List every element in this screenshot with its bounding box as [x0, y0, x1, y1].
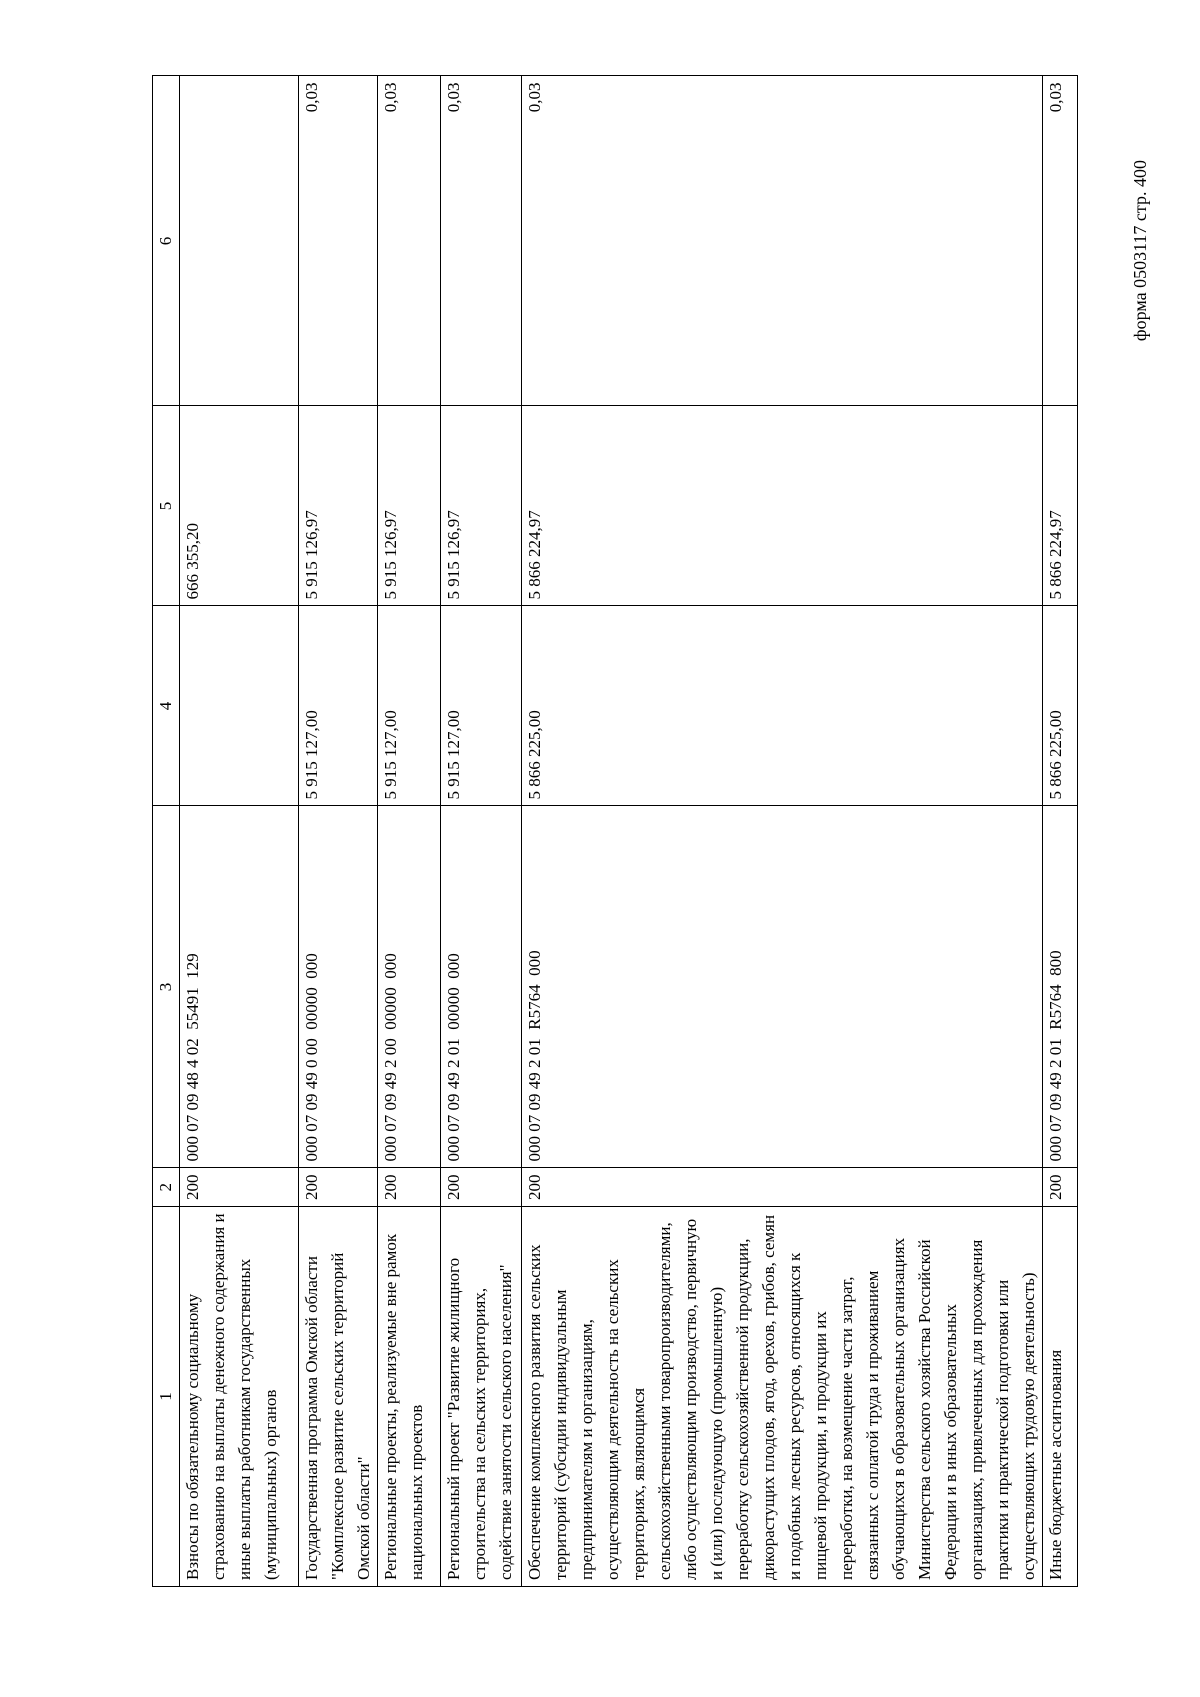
approved-amount: 5 915 127,00: [299, 606, 378, 806]
budget-code: 000 07 09 49 2 01 R5764 800: [1043, 806, 1078, 1168]
row-name: Государственная программа Омской области "Комплексное развитие сельских территорий Омской области": [299, 1207, 378, 1587]
executed-amount: 5 866 224,97: [1043, 406, 1078, 606]
approved-amount: 5 866 225,00: [522, 606, 1043, 806]
row-name: Взносы по обязательному социальному страхованию на выплаты денежного содержания и иные выплаты работникам государственных (муниципальных) органов: [180, 1207, 299, 1587]
column-header: 1: [153, 1207, 180, 1587]
unexecuted-amount: 0,03: [378, 76, 441, 406]
unexecuted-amount: [180, 76, 299, 406]
unexecuted-amount: 0,03: [522, 76, 1043, 406]
executed-amount: 666 355,20: [180, 406, 299, 606]
column-number-row: [153, 76, 180, 1587]
column-header: 6: [153, 76, 180, 406]
table-row: [441, 76, 522, 1587]
budget-code: 000 07 09 49 0 00 00000 000: [299, 806, 378, 1168]
column-header: 5: [153, 406, 180, 606]
row-name: Региональные проекты, реализуемые вне рамок национальных проектов: [378, 1207, 441, 1587]
budget-code: 000 07 09 49 2 01 R5764 000: [522, 806, 1043, 1168]
approved-amount: 5 866 225,00: [1043, 606, 1078, 806]
budget-execution-table: [152, 76, 1078, 1588]
budget-code: 000 07 09 49 2 01 00000 000: [441, 806, 522, 1168]
column-header: 2: [153, 1168, 180, 1207]
unexecuted-amount: 0,03: [441, 76, 522, 406]
executed-amount: 5 915 126,97: [441, 406, 522, 606]
approved-amount: [180, 606, 299, 806]
table-row: [522, 76, 1043, 1587]
line-code: 200: [180, 1168, 299, 1207]
table-row: [180, 76, 299, 1587]
row-name: Обеспечение комплексного развития сельских территорий (субсидии индивидуальным предпринимателям и организациям, осуществляющим деятельность на сельских территориях, являющимся сельскохозяйственными товаропроизводителями, либо осуществляющим производство, первичную и (или) последующую (промышленную) переработку сельскохозяйственной продукции, дикорастущих плодов, ягод, орехов, грибов, семян и подобных лесных ресурсов, относящихся к пищевой продукции, и продукции их переработки, на возмещение части затрат, связанных с оплатой труда и проживанием обучающихся в образовательных организациях Министерства сельского хозяйства Российской Федерации и в иных образовательных организациях, привлеченных для прохождения практики и практической подготовки или осуществляющих трудовую деятельность): [522, 1207, 1043, 1587]
executed-amount: 5 915 126,97: [378, 406, 441, 606]
table-row: [378, 76, 441, 1587]
line-code: 200: [299, 1168, 378, 1207]
row-name: Иные бюджетные ассигнования: [1043, 1207, 1078, 1587]
column-header: 3: [153, 806, 180, 1168]
budget-code: 000 07 09 48 4 02 55491 129: [180, 806, 299, 1168]
line-code: 200: [522, 1168, 1043, 1207]
row-name: Региональный проект "Развитие жилищного строительства на сельских территориях, содействие занятости сельского населения": [441, 1207, 522, 1587]
unexecuted-amount: 0,03: [1043, 76, 1078, 406]
table-row: [1043, 76, 1078, 1587]
form-reference: форма 0503117 стр. 400: [1130, 160, 1150, 342]
line-code: 200: [1043, 1168, 1078, 1207]
table-row: [299, 76, 378, 1587]
executed-amount: 5 866 224,97: [522, 406, 1043, 606]
line-code: 200: [441, 1168, 522, 1207]
approved-amount: 5 915 127,00: [441, 606, 522, 806]
approved-amount: 5 915 127,00: [378, 606, 441, 806]
line-code: 200: [378, 1168, 441, 1207]
column-header: 4: [153, 606, 180, 806]
unexecuted-amount: 0,03: [299, 76, 378, 406]
budget-code: 000 07 09 49 2 00 00000 000: [378, 806, 441, 1168]
executed-amount: 5 915 126,97: [299, 406, 378, 606]
